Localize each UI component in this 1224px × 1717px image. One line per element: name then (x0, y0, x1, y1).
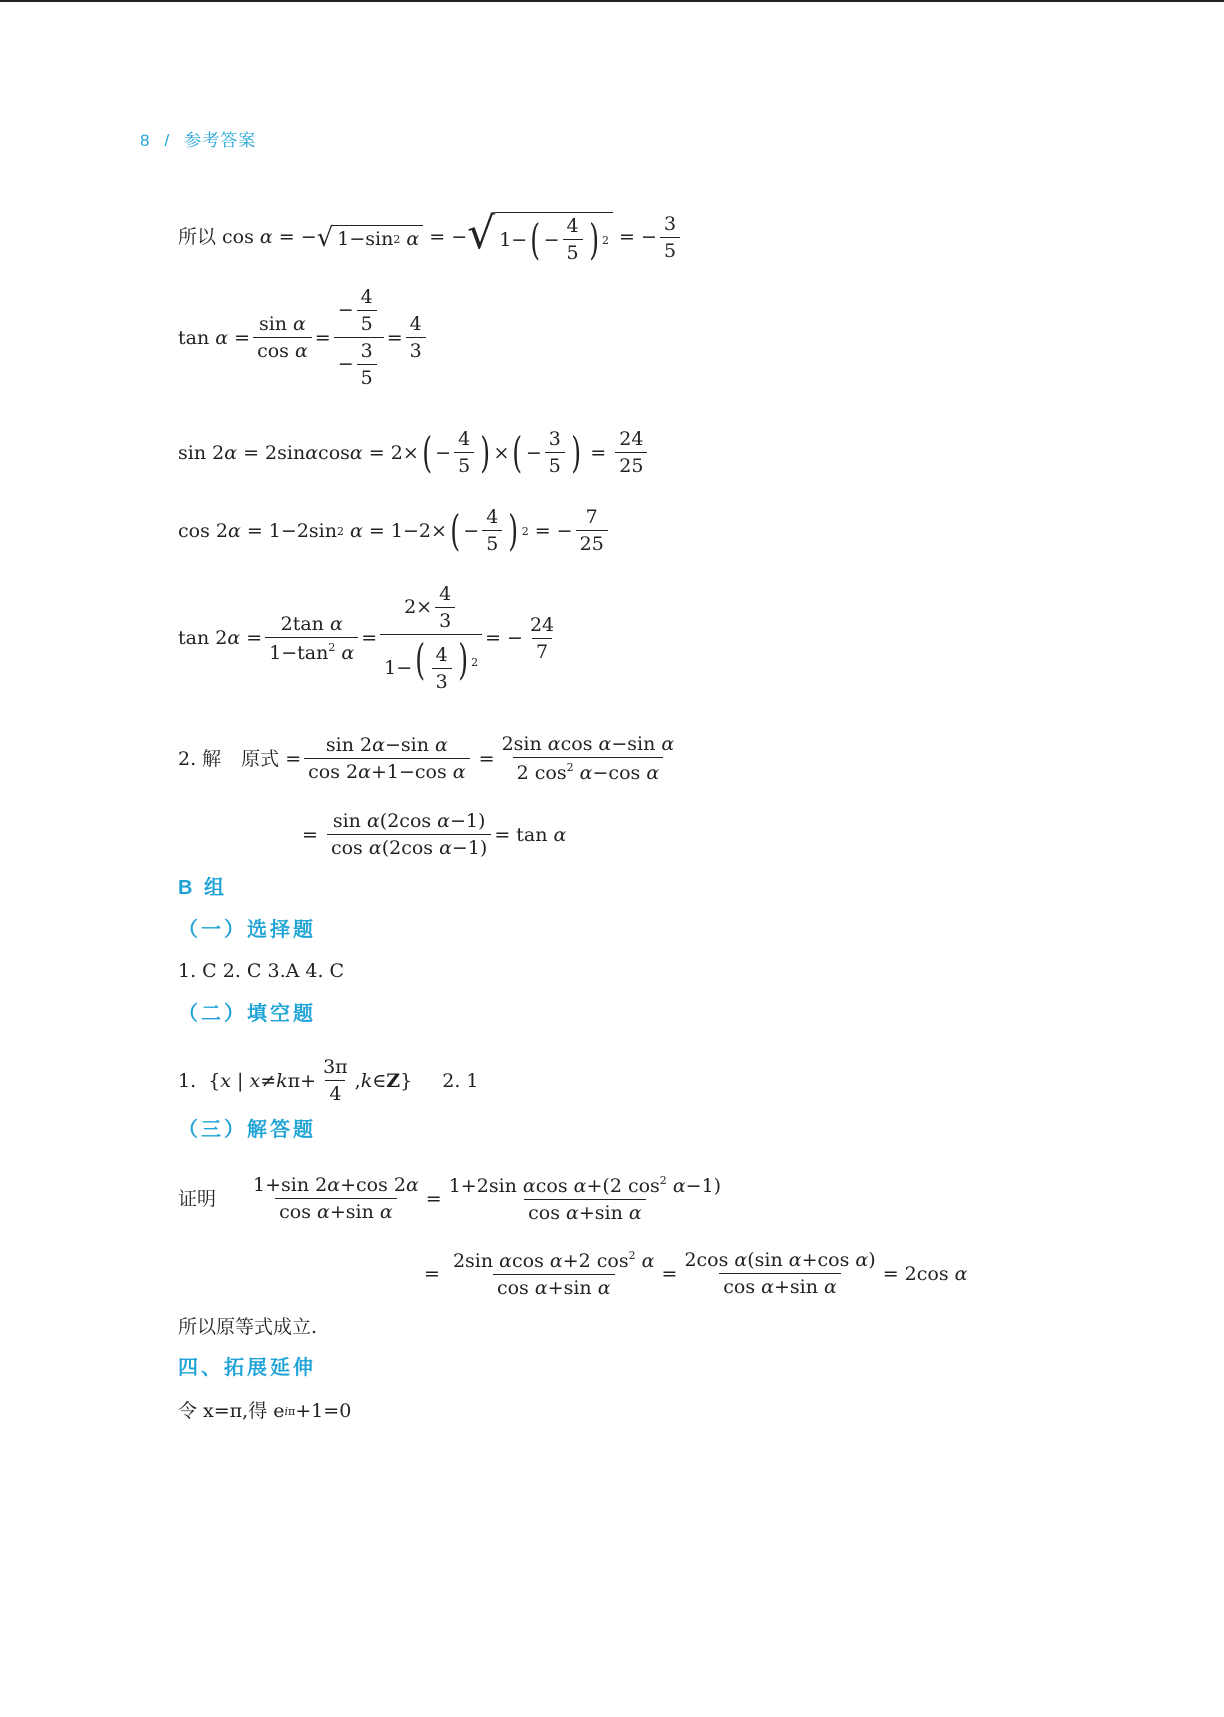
header-title: 参考答案 (184, 131, 257, 150)
fill-answers: 1. { x | x ≠ k π+ $\frac{3\pi}{4}$ , k ∈ Z } 2. 1 (178, 1056, 479, 1105)
extend-prefix: 令 x=π,得 e (178, 1400, 285, 1422)
proof-label: 证明 (178, 1187, 217, 1210)
extend-text: 令 x=π,得 e i π +1=0 (178, 1400, 352, 1422)
section-solve: （三）解答题 (178, 1119, 316, 1141)
top-rule (0, 0, 1224, 2)
page-number: 8 (140, 131, 151, 150)
eq-cos-alpha: 所以 cos α = − √ 1−sin 2 α = − √ 1− ( − $\frac{4}{5}$ ) 2 = − $\frac{3}{5}$ (178, 212, 683, 263)
section-b-group: B 组 (178, 877, 227, 899)
eq-prefix: 所以 cos (178, 226, 254, 248)
conclusion: 所以原等式成立. (178, 1316, 318, 1338)
eq-prefix: tan 2 (178, 627, 228, 649)
eq-tan-2alpha: tan 2 α = $\frac{\text{2tan α}}{1-\tan^2 \alpha}$ = 2× $\frac{4}{3}$ 1−( $\frac{4}{3}$ ) $^2$ = − $\frac{24}{7}$ (178, 583, 555, 693)
eq-prefix: sin 2 (178, 441, 225, 464)
eq-cos-2alpha: cos 2 α = 1−2sin 2 α = 1−2× ( − $\frac{4}{5}$ ) 2 = − $\frac{7}{25}$ (178, 508, 611, 554)
eq-proof: 证明 $\frac{1+\sin 2\alpha+\cos 2\alpha}{\text{cos α+sin α}}$ = $\frac{1+2\sin \alpha\cos \alpha+(2 \cos^2 \alpha-1)}{\text{cos α+sin α}}$ (178, 1174, 722, 1224)
section-fill: （二）填空题 (178, 1003, 316, 1025)
eq-sin-2alpha: sin 2 α = 2sin α cos α = 2× ( − $\frac{4}{5}$ ) × ( − $\frac{3}{5}$ ) = $\frac{24}{25}$ (178, 430, 650, 476)
section-choice: （一）选择题 (178, 919, 316, 941)
page-header (140, 126, 256, 151)
eq-prefix: tan (178, 326, 210, 349)
choice-answers: 1. C 2. C 3.A 4. C (178, 960, 345, 982)
result-text: tan (516, 823, 548, 846)
eq-solution-2: 2. 解 原式 = $\frac{\text{sin 2α−sin α}}{\text{cos 2α+1−cos α}}$ = $\frac{\text{2sin αcos α−sin α}}{2 \cos^2 \alpha-\cos \alpha}$ (178, 733, 675, 784)
eq-tan-alpha: tan α = $\frac{\text{sin α}}{\text{cos α}}$ = − $\frac{4}{5}$ − $\frac{3}{5}$ = $\frac{4}{3}$ (178, 288, 429, 388)
solution-label: 2. 解 (178, 747, 222, 770)
header-separator: / (164, 131, 171, 150)
fill-answer-2: 2. 1 (442, 1069, 479, 1092)
eq-proof-cont: = $\frac{2\sin \alpha\cos \alpha+2 \cos^2 \alpha}{\text{cos α+sin α}}$ = $\frac{\text{2cos α(sin α+cos α)}}{\text{cos α+sin α}}$ = 2cos α (424, 1249, 968, 1299)
eq-prefix: 原式 (241, 747, 280, 770)
eq-solution-2-cont: = $\frac{\text{sin α(2cos α−1)}}{\text{cos α(2cos α−1)}}$ = tan α (302, 810, 567, 859)
extend-tail: +1=0 (295, 1400, 352, 1422)
section-extend: 四、拓展延伸 (178, 1357, 316, 1379)
eq-prefix: cos 2 (178, 519, 228, 542)
